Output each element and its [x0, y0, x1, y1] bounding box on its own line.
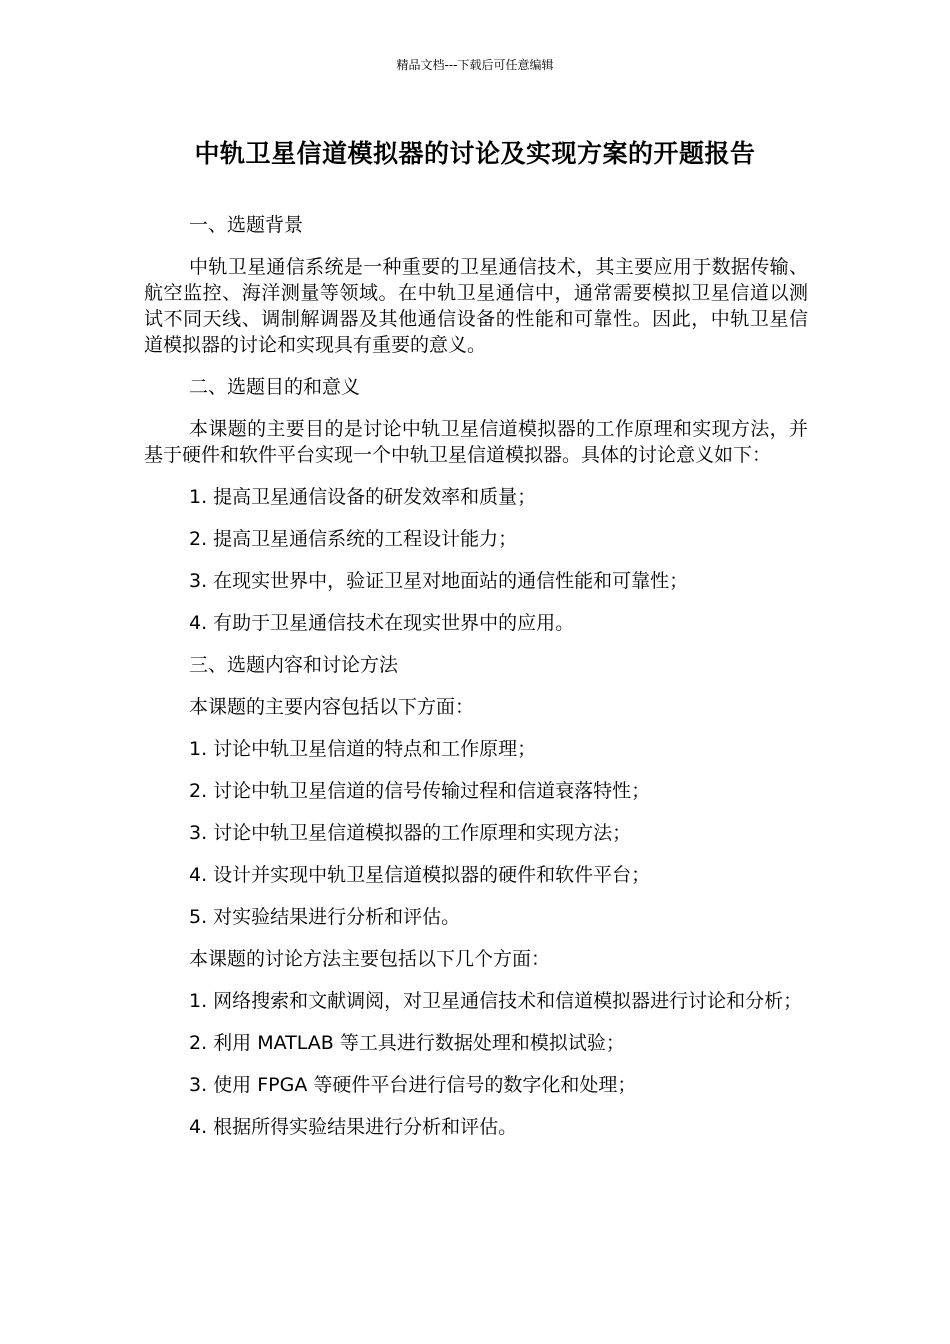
section-heading-purpose: 二、选题目的和意义: [189, 376, 361, 398]
list-item: 2. 利用 MATLAB 等工具进行数据处理和模拟试验；: [189, 1032, 625, 1054]
page-header: 精品文档---下载后可任意编辑: [396, 58, 554, 72]
list-item: 1. 提高卫星通信设备的研发效率和质量；: [189, 486, 537, 508]
list-item: 2. 讨论中轨卫星信道的信号传输过程和信道衰落特性；: [189, 780, 651, 802]
list-item: 3. 使用 FPGA 等硬件平台进行信号的数字化和处理；: [189, 1074, 637, 1096]
section-heading-background: 一、选题背景: [189, 214, 304, 236]
paragraph-background: 中轨卫星通信系统是一种重要的卫星通信技术，其主要应用于数据传输、航空监控、海洋测量等领域。在中轨卫星通信中，通常需要模拟卫星信道以测试不同天线、调制解调器及其他通信设备的性能和可靠性。因此，中轨卫星信道模拟器的讨论和实现具有重要的意义。: [144, 256, 808, 356]
list-item: 2. 提高卫星通信系统的工程设计能力；: [189, 528, 518, 550]
list-item: 4. 有助于卫星通信技术在现实世界中的应用。: [189, 612, 575, 634]
list-item: 1. 讨论中轨卫星信道的特点和工作原理；: [189, 738, 537, 760]
list-item: 3. 讨论中轨卫星信道模拟器的工作原理和实现方法；: [189, 822, 632, 844]
list-item: 1. 网络搜索和文献调阅，对卫星通信技术和信道模拟器进行讨论和分析；: [189, 990, 803, 1012]
list-item: 4. 设计并实现中轨卫星信道模拟器的硬件和软件平台；: [189, 864, 651, 886]
section-heading-content: 三、选题内容和讨论方法: [189, 654, 399, 676]
document-body: [144, 212, 808, 1140]
list-item: 4. 根据所得实验结果进行分析和评估。: [189, 1116, 518, 1138]
paragraph-method-intro: 本课题的讨论方法主要包括以下几个方面：: [189, 948, 551, 970]
document-title: 中轨卫星信道模拟器的讨论及实现方案的开题报告: [194, 139, 756, 168]
paragraph-purpose: 本课题的主要目的是讨论中轨卫星信道模拟器的工作原理和实现方法，并基于硬件和软件平台实现一个中轨卫星信道模拟器。具体的讨论意义如下：: [144, 418, 808, 466]
list-item: 3. 在现实世界中，验证卫星对地面站的通信性能和可靠性；: [189, 570, 689, 592]
list-item: 5. 对实验结果进行分析和评估。: [189, 906, 461, 928]
paragraph-content-intro: 本课题的主要内容包括以下方面：: [189, 696, 475, 718]
